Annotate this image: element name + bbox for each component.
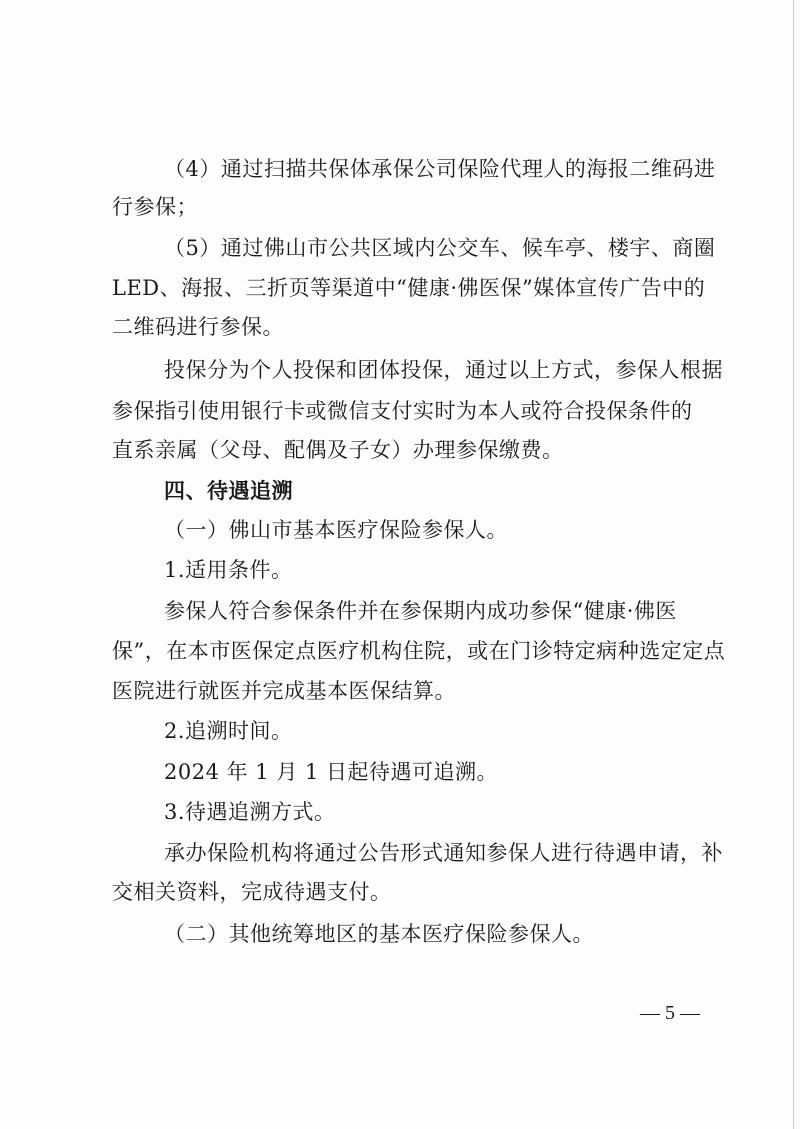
text-line: 投保分为个人投保和团体投保，通过以上方式，参保人根据 bbox=[164, 358, 723, 382]
text-line: （4）通过扫描共保体承保公司保险代理人的海报二维码进 bbox=[164, 157, 716, 181]
text-line: 承办保险机构将通过公告形式通知参保人进行待遇申请，补 bbox=[164, 841, 723, 865]
text-line: 1.适用条件。 bbox=[164, 558, 293, 582]
text-line: 保”，在本市医保定点医疗机构住院，或在门诊特定病种选定定点 bbox=[112, 639, 726, 663]
text-line: 2.追溯时间。 bbox=[164, 719, 293, 743]
text-line: 参保指引使用银行卡或微信支付实时为本人或符合投保条件的 bbox=[112, 399, 693, 423]
text-line: 参保人符合参保条件并在参保期内成功参保“健康·佛医 bbox=[164, 599, 677, 623]
text-line: 行参保； bbox=[112, 195, 198, 219]
text-line: 医院进行就医并完成基本医保结算。 bbox=[112, 679, 456, 703]
page-number: — 5 — bbox=[640, 1002, 700, 1024]
text-line: （5）通过佛山市公共区域内公交车、候车亭、楼宇、商圈 bbox=[164, 236, 716, 260]
text-line: 3.待遇追溯方式。 bbox=[164, 800, 336, 824]
text-line: 直系亲属（父母、配偶及子女）办理参保缴费。 bbox=[112, 438, 564, 462]
text-line: 2024 年 1 月 1 日起待遇可追溯。 bbox=[164, 760, 499, 784]
subsection-heading: （一）佛山市基本医疗保险参保人。 bbox=[164, 518, 508, 542]
section-heading: 四、待遇追溯 bbox=[164, 478, 293, 503]
text-line: 二维码进行参保。 bbox=[112, 315, 284, 339]
text-line: 交相关资料，完成待遇支付。 bbox=[112, 880, 392, 904]
subsection-heading: （二）其他统筹地区的基本医疗保险参保人。 bbox=[164, 922, 594, 946]
text-line: LED、海报、三折页等渠道中“健康·佛医保”媒体宣传广告中的 bbox=[112, 276, 706, 300]
page-edge-line bbox=[793, 0, 794, 1129]
